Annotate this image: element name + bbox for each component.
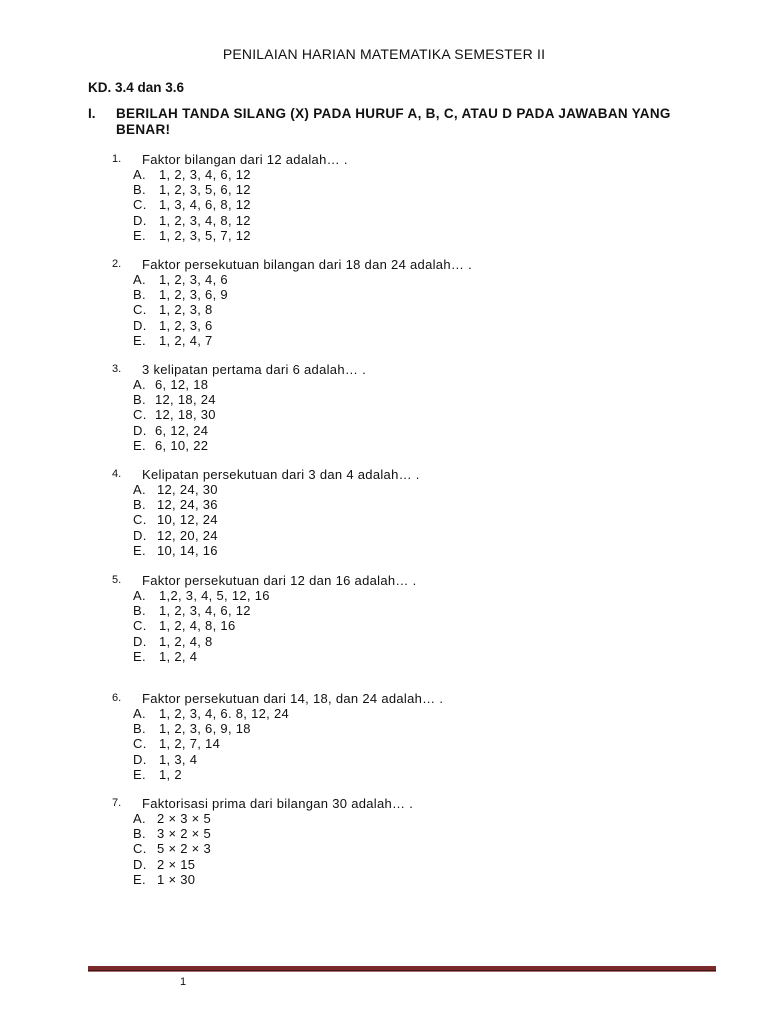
option-label: B. — [133, 497, 146, 513]
option-a[interactable] — [133, 811, 211, 826]
option-b[interactable] — [133, 392, 216, 407]
option-label: A. — [133, 167, 146, 182]
option-e[interactable] — [133, 767, 289, 782]
option-a[interactable] — [133, 482, 218, 497]
option-label: B. — [133, 721, 146, 737]
option-d[interactable] — [133, 752, 289, 767]
option-label: C. — [133, 197, 147, 213]
option-text: 1, 2, 3, 6, 9, 18 — [159, 721, 251, 737]
option-c[interactable] — [133, 302, 228, 317]
option-d[interactable] — [133, 528, 218, 543]
question-number: 2. — [112, 258, 122, 270]
option-a[interactable] — [133, 167, 251, 182]
option-a[interactable] — [133, 272, 228, 287]
option-label: D. — [133, 527, 147, 543]
option-label: C. — [133, 618, 147, 634]
option-text: 1, 3, 4 — [159, 751, 198, 767]
option-text: 1, 2, 3, 4, 6, 12 — [159, 167, 251, 182]
question-number: 4. — [112, 468, 122, 480]
option-list — [133, 377, 216, 453]
option-text: 1, 2, 4 — [159, 648, 198, 664]
question-text: Faktor persekutuan dari 14, 18, dan 24 adalah… . — [142, 691, 444, 706]
option-text: 1, 2, 3, 5, 6, 12 — [159, 182, 251, 198]
option-text: 1, 2, 3, 8 — [159, 302, 213, 318]
option-text: 3 × 2 × 5 — [157, 826, 212, 842]
option-b[interactable] — [133, 182, 251, 197]
option-label: D. — [133, 633, 147, 649]
option-label: D. — [133, 856, 147, 872]
page-number: 1 — [180, 976, 187, 988]
option-d[interactable] — [133, 634, 270, 649]
option-label: B. — [133, 603, 146, 619]
option-text: 12, 18, 30 — [155, 407, 216, 423]
option-d[interactable] — [133, 318, 228, 333]
option-text: 10, 14, 16 — [157, 542, 218, 558]
option-text: 12, 20, 24 — [157, 527, 218, 543]
option-b[interactable] — [133, 603, 270, 618]
option-b[interactable] — [133, 826, 211, 841]
page-title: PENILAIAN HARIAN MATEMATIKA SEMESTER II — [222, 46, 546, 62]
option-text: 12, 18, 24 — [155, 392, 216, 408]
option-text: 1,2, 3, 4, 5, 12, 16 — [159, 588, 270, 603]
option-a[interactable] — [133, 706, 289, 721]
option-label: E. — [133, 766, 146, 782]
option-b[interactable] — [133, 287, 228, 302]
option-e[interactable] — [133, 649, 270, 664]
question-text: Faktor persekutuan bilangan dari 18 dan 24 adalah… . — [142, 257, 472, 272]
option-label: C. — [133, 512, 147, 528]
option-text: 2 × 15 — [157, 856, 196, 872]
option-label: B. — [133, 392, 146, 408]
option-label: D. — [133, 751, 147, 767]
question-text: Faktor bilangan dari 12 adalah… . — [142, 152, 348, 167]
option-label: A. — [133, 272, 146, 287]
option-label: A. — [133, 377, 146, 392]
footer-rule-thin — [88, 971, 716, 972]
option-label: A. — [133, 706, 146, 721]
option-text: 1, 3, 4, 6, 8, 12 — [159, 197, 251, 213]
option-label: E. — [133, 437, 146, 453]
option-text: 5 × 2 × 3 — [157, 841, 212, 857]
option-label: E. — [133, 871, 146, 887]
option-c[interactable] — [133, 618, 270, 633]
question-text: 3 kelipatan pertama dari 6 adalah… . — [142, 362, 366, 377]
competency-label: KD. 3.4 dan 3.6 — [88, 80, 185, 95]
option-label: C. — [133, 841, 147, 857]
option-label: A. — [133, 588, 146, 603]
option-label: B. — [133, 182, 146, 198]
option-text: 1, 2, 4, 7 — [159, 332, 213, 348]
option-e[interactable] — [133, 228, 251, 243]
option-a[interactable] — [133, 588, 270, 603]
option-c[interactable] — [133, 407, 216, 422]
question-number: 6. — [112, 692, 122, 704]
option-label: C. — [133, 302, 147, 318]
option-d[interactable] — [133, 423, 216, 438]
instruction-roman: I. — [88, 106, 96, 121]
option-label: C. — [133, 736, 147, 752]
option-label: B. — [133, 826, 146, 842]
option-label: A. — [133, 482, 146, 497]
option-text: 1, 2, 4, 8 — [159, 633, 213, 649]
question-text: Faktor persekutuan dari 12 dan 16 adalah… . — [142, 573, 417, 588]
option-text: 1, 2, 7, 14 — [159, 736, 221, 752]
option-e[interactable] — [133, 543, 218, 558]
option-label: B. — [133, 287, 146, 303]
option-list — [133, 706, 289, 782]
option-e[interactable] — [133, 438, 216, 453]
question-text: Kelipatan persekutuan dari 3 dan 4 adalah… . — [142, 467, 420, 482]
option-label: A. — [133, 811, 146, 826]
option-label: E. — [133, 542, 146, 558]
option-text: 1, 2, 3, 4, 6 — [159, 272, 228, 287]
option-text: 1 × 30 — [157, 871, 196, 887]
option-list — [133, 272, 228, 348]
option-text: 1, 2, 3, 4, 6, 12 — [159, 603, 251, 619]
question-text: Faktorisasi prima dari bilangan 30 adalah… . — [142, 796, 414, 811]
question-number: 7. — [112, 797, 122, 809]
option-a[interactable] — [133, 377, 216, 392]
option-text: 6, 12, 18 — [155, 377, 209, 392]
option-label: D. — [133, 317, 147, 333]
option-d[interactable] — [133, 213, 251, 228]
option-list — [133, 482, 218, 558]
option-text: 1, 2, 3, 6 — [159, 317, 213, 333]
option-text: 1, 2, 3, 5, 7, 12 — [159, 227, 251, 243]
option-list — [133, 811, 211, 887]
option-d[interactable] — [133, 857, 211, 872]
option-text: 2 × 3 × 5 — [157, 811, 212, 826]
option-c[interactable] — [133, 512, 218, 527]
instruction-text: BERILAH TANDA SILANG (X) PADA HURUF A, B, C, ATAU D PADA JAWABAN YANG BENAR! — [116, 106, 671, 137]
option-text: 1, 2 — [159, 766, 182, 782]
option-label: E. — [133, 648, 146, 664]
option-b[interactable] — [133, 721, 289, 736]
option-text: 1, 2, 3, 6, 9 — [159, 287, 228, 303]
option-label: D. — [133, 212, 147, 228]
option-list — [133, 588, 270, 664]
option-text: 6, 10, 22 — [155, 437, 209, 453]
option-text: 1, 2, 3, 4, 8, 12 — [159, 212, 251, 228]
question-number: 1. — [112, 153, 122, 165]
option-c[interactable] — [133, 736, 289, 751]
option-text: 6, 12, 24 — [155, 422, 209, 438]
option-list — [133, 167, 251, 243]
option-label: D. — [133, 422, 147, 438]
option-text: 1, 2, 3, 4, 6. 8, 12, 24 — [159, 706, 290, 721]
option-e[interactable] — [133, 872, 211, 887]
option-c[interactable] — [133, 841, 211, 856]
option-text: 12, 24, 30 — [157, 482, 218, 497]
question-number: 5. — [112, 574, 122, 586]
option-text: 10, 12, 24 — [157, 512, 218, 528]
option-text: 12, 24, 36 — [157, 497, 218, 513]
question-number: 3. — [112, 363, 122, 375]
option-label: E. — [133, 332, 146, 348]
option-text: 1, 2, 4, 8, 16 — [159, 618, 236, 634]
option-e[interactable] — [133, 333, 228, 348]
option-label: E. — [133, 227, 146, 243]
option-c[interactable] — [133, 197, 251, 212]
option-label: C. — [133, 407, 147, 423]
option-b[interactable] — [133, 497, 218, 512]
